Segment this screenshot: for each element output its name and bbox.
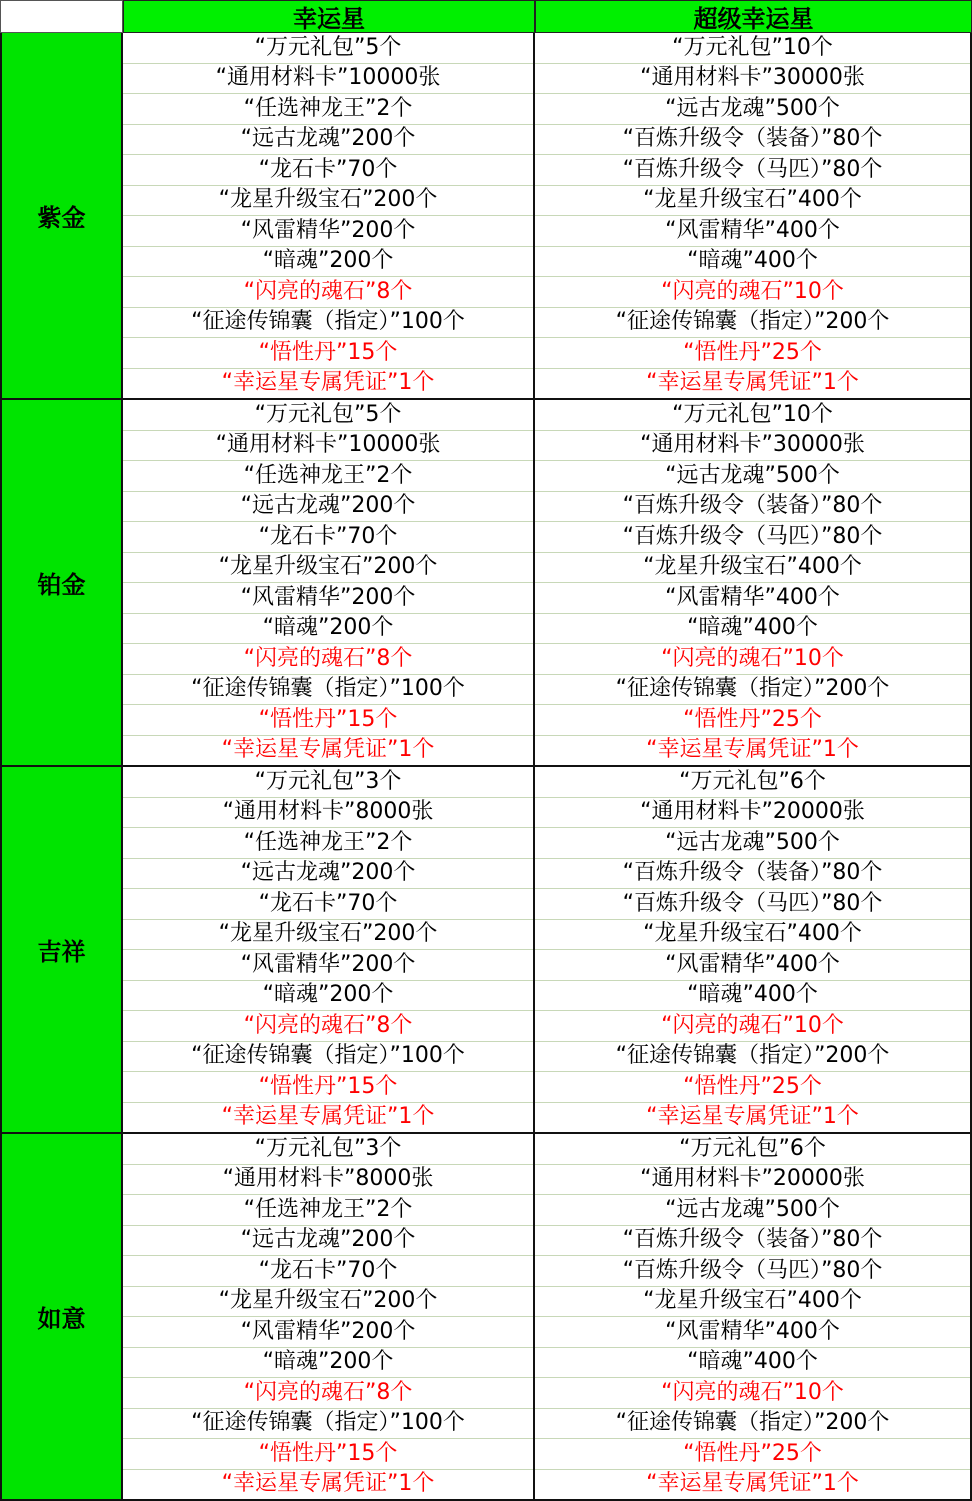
reward-item-cell: “龙石卡”70个 [123, 155, 533, 186]
reward-item-cell: “万元礼包”5个 [123, 33, 533, 64]
reward-item-cell: “悟性丹”25个 [535, 1439, 970, 1470]
reward-item-cell: “百炼升级令（马匹）”80个 [535, 1256, 970, 1287]
reward-item-cell: “暗魂”200个 [123, 1348, 533, 1379]
reward-item-cell: “龙星升级宝石”200个 [123, 1287, 533, 1318]
tier-groups [0, 33, 972, 1501]
reward-item-cell: “万元礼包”6个 [535, 1134, 970, 1165]
reward-item-cell: “闪亮的魂石”8个 [123, 1378, 533, 1409]
reward-item-cell: “征途传锦囊（指定）”100个 [123, 675, 533, 706]
reward-item-cell: “征途传锦囊（指定）”100个 [123, 308, 533, 339]
reward-item-cell: “远古龙魂”500个 [535, 94, 970, 125]
reward-item-cell: “悟性丹”25个 [535, 705, 970, 736]
reward-item-cell: “闪亮的魂石”10个 [535, 277, 970, 308]
reward-item-cell: “远古龙魂”200个 [123, 125, 533, 156]
reward-item-cell: “风雷精华”400个 [535, 583, 970, 614]
reward-item-cell: “通用材料卡”10000张 [123, 64, 533, 95]
reward-item-cell: “龙星升级宝石”200个 [123, 920, 533, 951]
reward-item-cell: “幸运星专属凭证”1个 [221, 737, 435, 763]
header-row [0, 0, 972, 33]
reward-item-cell: “百炼升级令（马匹）”80个 [535, 889, 970, 920]
reward-item-cell: “风雷精华”400个 [535, 950, 970, 981]
tier-group [0, 400, 972, 767]
reward-item-cell: “悟性丹”15个 [123, 1439, 533, 1470]
reward-item-cell: “暗魂”200个 [123, 247, 533, 278]
reward-item-cell: “征途传锦囊（指定）”100个 [123, 1042, 533, 1073]
reward-item-cell: “龙星升级宝石”400个 [535, 920, 970, 951]
reward-item-cell: “征途传锦囊（指定）”200个 [535, 1042, 970, 1073]
reward-item-cell: “任选神龙王”2个 [123, 94, 533, 125]
reward-item-cell: “万元礼包”10个 [535, 400, 970, 431]
reward-item-cell: “远古龙魂”500个 [535, 1195, 970, 1226]
reward-item-cell: “任选神龙王”2个 [123, 1195, 533, 1226]
reward-item-cell: “征途传锦囊（指定）”200个 [535, 1409, 970, 1440]
reward-item-cell: “风雷精华”200个 [123, 583, 533, 614]
reward-item-cell: “万元礼包”3个 [123, 767, 533, 798]
reward-item-cell: “龙星升级宝石”200个 [123, 553, 533, 584]
reward-item-cell: “通用材料卡”8000张 [123, 798, 533, 829]
reward-item-cell: “通用材料卡”8000张 [123, 1165, 533, 1196]
tier-group [0, 1134, 972, 1501]
reward-item-cell: “暗魂”400个 [535, 1348, 970, 1379]
reward-item-cell: “万元礼包”5个 [123, 400, 533, 431]
reward-item-cell: “龙星升级宝石”200个 [123, 186, 533, 217]
super-lucky-star-column [535, 400, 972, 765]
reward-item-cell: “风雷精华”200个 [123, 950, 533, 981]
super-lucky-star-column [535, 33, 972, 398]
reward-item-cell: “悟性丹”25个 [535, 338, 970, 369]
reward-item-cell: “幸运星专属凭证”1个 [646, 737, 859, 763]
tier-label: 紫金 [0, 33, 123, 398]
reward-item-cell: “幸运星专属凭证”1个 [221, 370, 435, 396]
super-lucky-star-column [535, 1134, 972, 1499]
reward-item-cell: “征途传锦囊（指定）”200个 [535, 675, 970, 706]
reward-item-cell: “暗魂”200个 [123, 614, 533, 645]
lucky-star-column [123, 400, 535, 765]
reward-item-cell: “悟性丹”15个 [123, 338, 533, 369]
reward-item-cell: “闪亮的魂石”8个 [123, 644, 533, 675]
reward-item-cell: “闪亮的魂石”10个 [535, 644, 970, 675]
reward-item-cell: “悟性丹”15个 [123, 705, 533, 736]
reward-item-cell: “通用材料卡”10000张 [123, 431, 533, 462]
reward-item-cell: “幸运星专属凭证”1个 [646, 370, 859, 396]
reward-item-cell: “幸运星专属凭证”1个 [646, 1471, 859, 1497]
reward-item-cell: “暗魂”400个 [535, 614, 970, 645]
tier-label: 如意 [0, 1134, 123, 1499]
reward-item-cell: “任选神龙王”2个 [123, 461, 533, 492]
tier-group [0, 767, 972, 1134]
reward-item-cell: “风雷精华”400个 [535, 1317, 970, 1348]
reward-item-cell: “远古龙魂”500个 [535, 461, 970, 492]
reward-item-cell: “龙石卡”70个 [123, 1256, 533, 1287]
reward-item-cell: “通用材料卡”30000张 [535, 64, 970, 95]
reward-item-cell: “百炼升级令（装备）”80个 [535, 859, 970, 890]
reward-item-cell: “风雷精华”200个 [123, 216, 533, 247]
column-header-lucky-star: 幸运星 [123, 0, 535, 33]
reward-item-cell: “百炼升级令（马匹）”80个 [535, 155, 970, 186]
reward-item-cell: “远古龙魂”200个 [123, 859, 533, 890]
reward-item-cell: “悟性丹”15个 [123, 1072, 533, 1103]
reward-item-cell: “闪亮的魂石”8个 [123, 277, 533, 308]
lucky-star-column [123, 33, 535, 398]
lucky-star-column [123, 1134, 535, 1499]
reward-item-cell: “征途传锦囊（指定）”200个 [535, 308, 970, 339]
reward-item-cell: “万元礼包”10个 [535, 33, 970, 64]
reward-item-cell: “风雷精华”400个 [535, 216, 970, 247]
reward-item-cell: “幸运星专属凭证”1个 [221, 1104, 435, 1130]
reward-item-cell: “征途传锦囊（指定）”100个 [123, 1409, 533, 1440]
reward-item-cell: “远古龙魂”200个 [123, 1226, 533, 1257]
reward-item-cell: “风雷精华”200个 [123, 1317, 533, 1348]
reward-item-cell: “幸运星专属凭证”1个 [646, 1104, 859, 1130]
super-lucky-star-column [535, 767, 972, 1132]
reward-item-cell: “龙石卡”70个 [123, 889, 533, 920]
reward-item-cell: “龙星升级宝石”400个 [535, 553, 970, 584]
reward-item-cell: “暗魂”400个 [535, 247, 970, 278]
tier-label: 吉祥 [0, 767, 123, 1132]
corner-cell [0, 0, 123, 33]
reward-item-cell: “百炼升级令（装备）”80个 [535, 125, 970, 156]
reward-item-cell: “幸运星专属凭证”1个 [221, 1471, 435, 1497]
reward-item-cell: “远古龙魂”500个 [535, 828, 970, 859]
reward-item-cell: “百炼升级令（装备）”80个 [535, 1226, 970, 1257]
reward-item-cell: “万元礼包”3个 [123, 1134, 533, 1165]
reward-item-cell: “闪亮的魂石”10个 [535, 1011, 970, 1042]
reward-item-cell: “任选神龙王”2个 [123, 828, 533, 859]
reward-item-cell: “悟性丹”25个 [535, 1072, 970, 1103]
reward-item-cell: “百炼升级令（装备）”80个 [535, 492, 970, 523]
tier-label: 铂金 [0, 400, 123, 765]
reward-item-cell: “闪亮的魂石”8个 [123, 1011, 533, 1042]
reward-item-cell: “远古龙魂”200个 [123, 492, 533, 523]
reward-item-cell: “百炼升级令（马匹）”80个 [535, 522, 970, 553]
reward-item-cell: “龙星升级宝石”400个 [535, 186, 970, 217]
tier-group [0, 33, 972, 400]
reward-item-cell: “万元礼包”6个 [535, 767, 970, 798]
reward-item-cell: “龙星升级宝石”400个 [535, 1287, 970, 1318]
reward-item-cell: “闪亮的魂石”10个 [535, 1378, 970, 1409]
reward-item-cell: “通用材料卡”20000张 [535, 798, 970, 829]
reward-item-cell: “暗魂”200个 [123, 981, 533, 1012]
reward-item-cell: “通用材料卡”20000张 [535, 1165, 970, 1196]
lucky-star-column [123, 767, 535, 1132]
reward-item-cell: “通用材料卡”30000张 [535, 431, 970, 462]
reward-item-cell: “龙石卡”70个 [123, 522, 533, 553]
reward-item-cell: “暗魂”400个 [535, 981, 970, 1012]
column-header-super-lucky-star: 超级幸运星 [535, 0, 972, 33]
